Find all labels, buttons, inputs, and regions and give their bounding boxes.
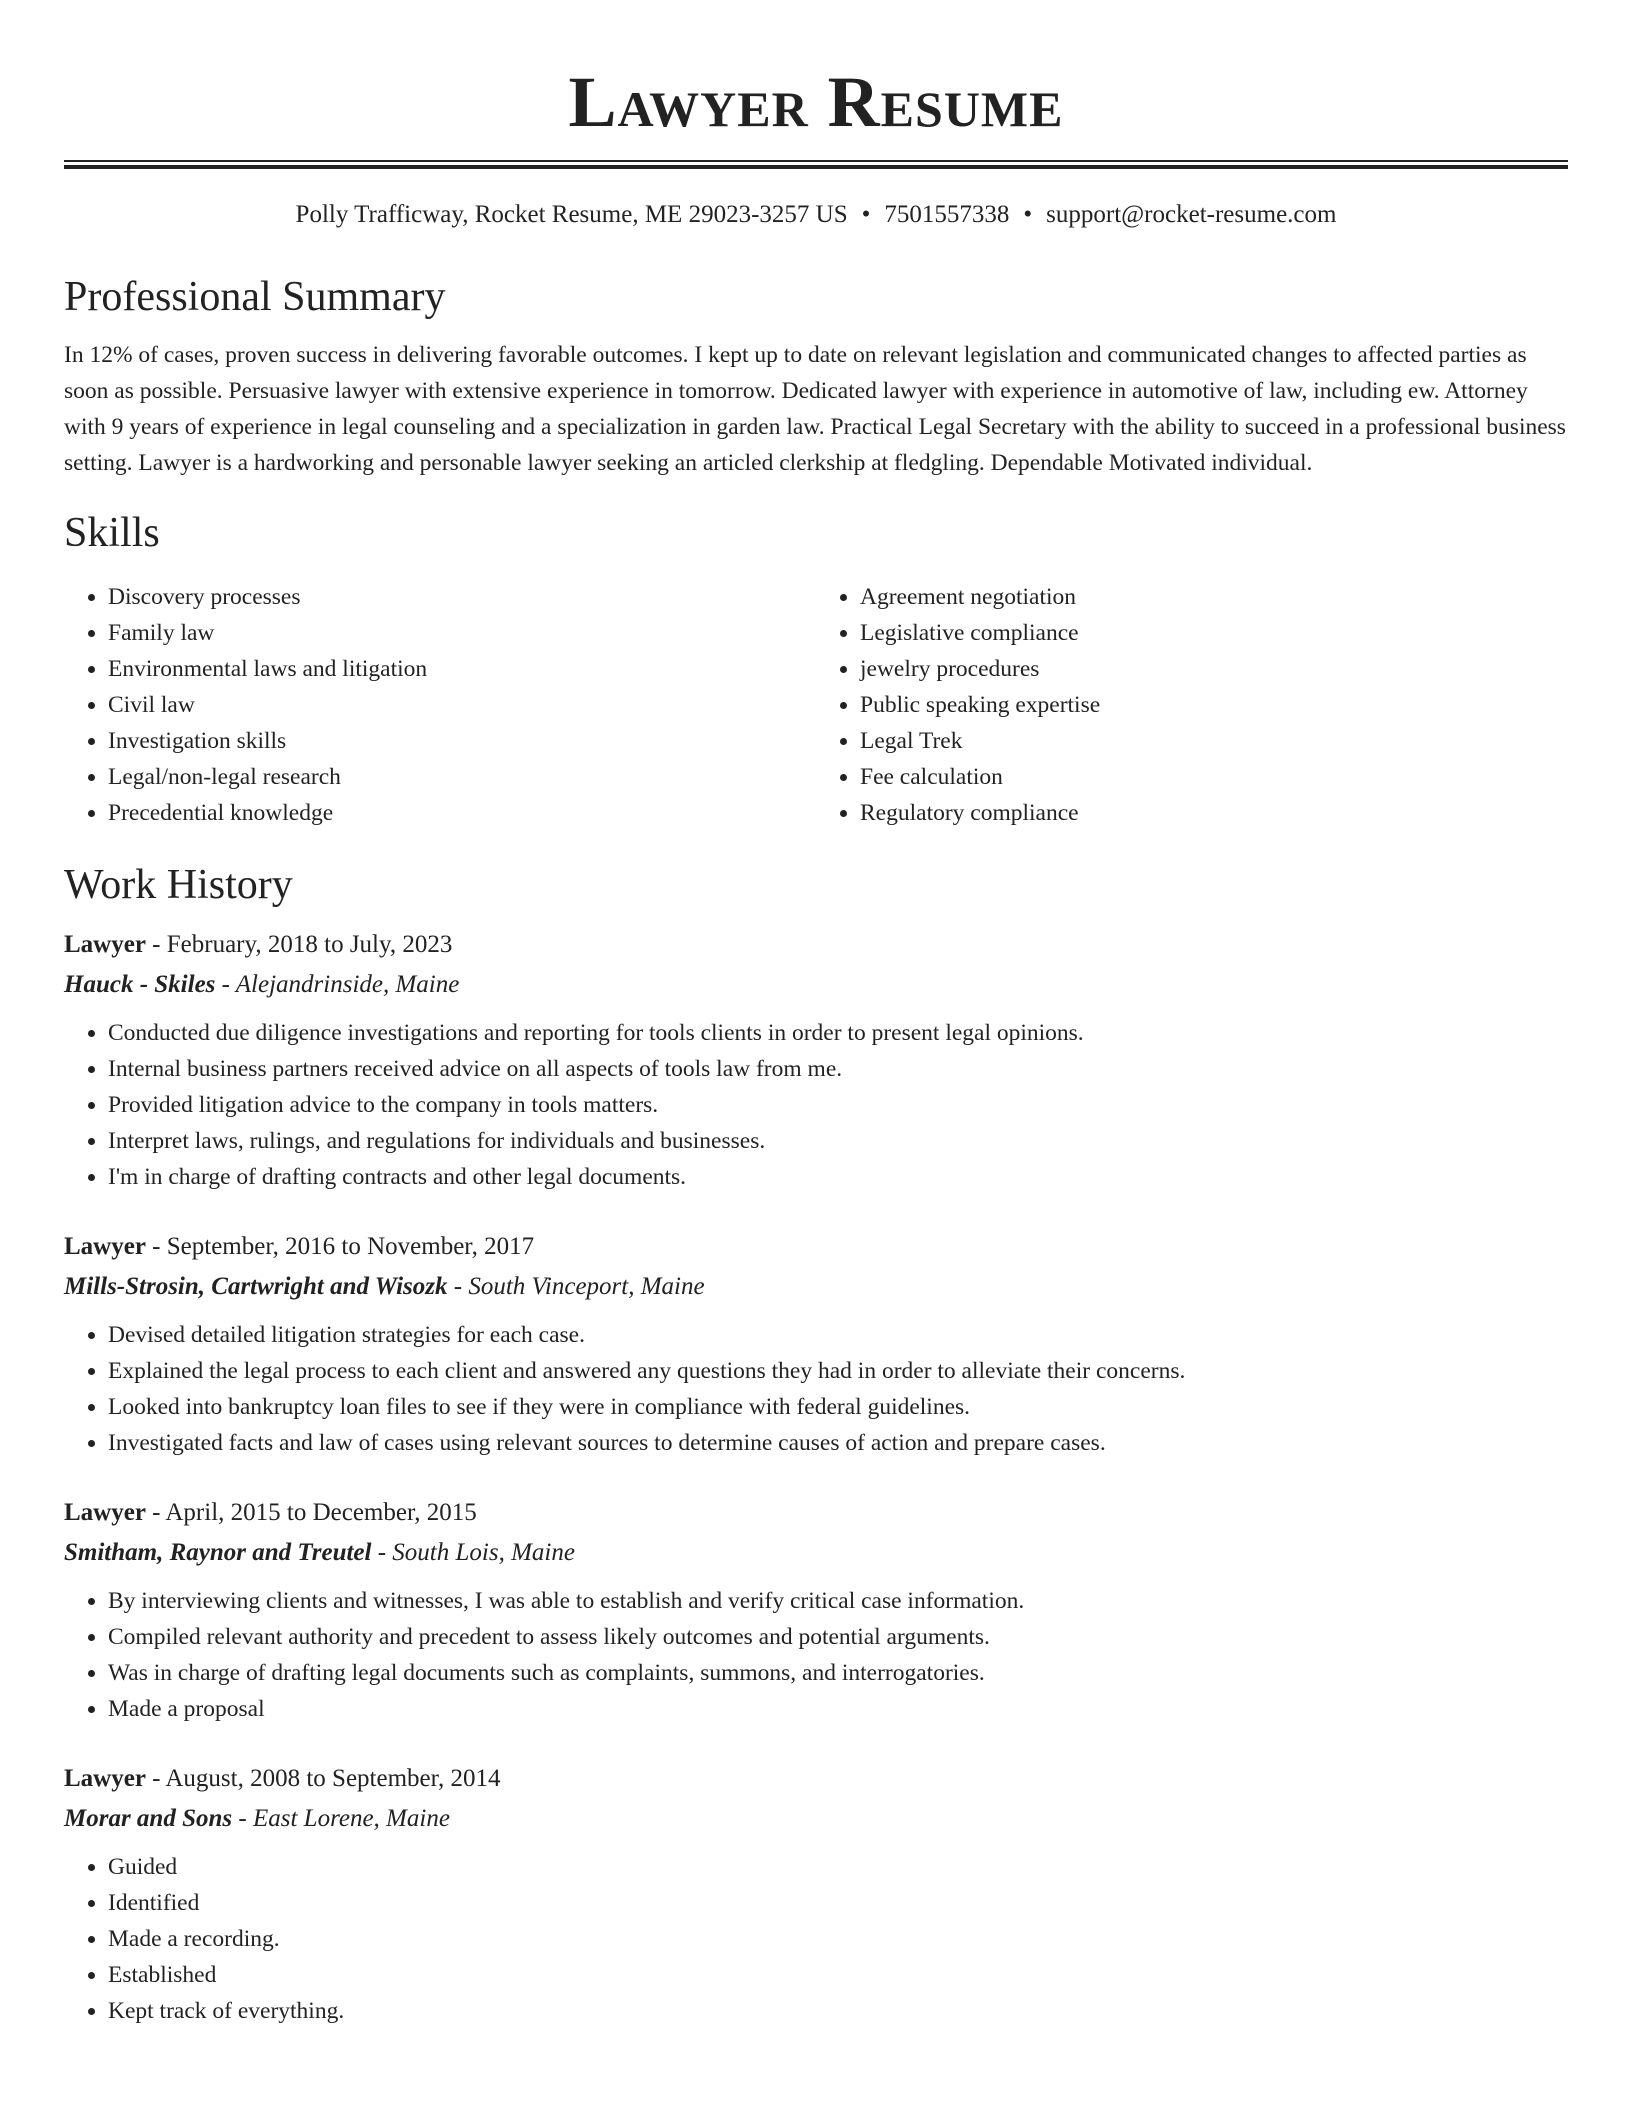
section-heading-summary: Professional Summary: [64, 274, 446, 320]
job-title: Lawyer: [64, 1765, 146, 1792]
job-company: Mills-Strosin, Cartwright and Wisozk: [64, 1273, 448, 1300]
job-company-line: Smitham, Raynor and Treutel - South Lois, Maine: [64, 1539, 575, 1566]
contact-separator: •: [861, 201, 871, 228]
job-company-line: Hauck - Skiles - Alejandrinside, Maine: [64, 971, 460, 998]
skill-item: • Agreement negotiation: [860, 579, 1568, 615]
job-title-line: Lawyer - September, 2016 to November, 2017: [64, 1233, 535, 1260]
contact-line: [64, 199, 1568, 231]
job-bullet: • Identified: [108, 1885, 1568, 1921]
job-bullet: • Provided litigation advice to the company in tools matters.: [108, 1087, 1568, 1123]
job-bullet: • I'm in charge of drafting contracts and other legal documents.: [108, 1159, 1568, 1195]
skills-grid: [64, 579, 1568, 831]
job-bullets: [64, 1015, 1568, 1195]
job-entry: [64, 925, 1568, 1195]
contact-email: support@rocket-resume.com: [1046, 201, 1337, 228]
work-history-section: [64, 859, 1568, 2029]
skills-column-left: [64, 579, 816, 831]
job-dates: August, 2008 to September, 2014: [165, 1765, 501, 1792]
job-title: Lawyer: [64, 931, 146, 958]
job-bullet: • Investigated facts and law of cases using relevant sources to determine causes of action and prepare cases.: [108, 1425, 1568, 1461]
skill-item: • Legal Trek: [860, 723, 1568, 759]
job-bullet: • Was in charge of drafting legal documents such as complaints, summons, and interrogatories.: [108, 1655, 1568, 1691]
skill-item: • Legal/non-legal research: [108, 759, 816, 795]
job-company: Morar and Sons: [64, 1805, 233, 1832]
skill-item: • Discovery processes: [108, 579, 816, 615]
job-bullets: [64, 1583, 1568, 1727]
job-title: Lawyer: [64, 1499, 146, 1526]
job-bullet: • Conducted due diligence investigations and reporting for tools clients in order to present legal opinions.: [108, 1015, 1568, 1051]
job-bullet: • Guided: [108, 1849, 1568, 1885]
contact-address: Polly Trafficway, Rocket Resume, ME 29023-3257 US: [295, 201, 848, 228]
job-dates: September, 2016 to November, 2017: [166, 1233, 535, 1260]
job-location: South Vinceport, Maine: [468, 1273, 705, 1300]
job-entry: [64, 1493, 1568, 1727]
job-title: Lawyer: [64, 1233, 146, 1260]
job-dates: April, 2015 to December, 2015: [165, 1499, 477, 1526]
skill-item: • Civil law: [108, 687, 816, 723]
summary-text: In 12% of cases, proven success in delivering favorable outcomes. I kept up to date on relevant legislation and communicated changes to affected parties as soon as possible. Persuasive lawyer with extensive experience in tomorrow. Dedicated lawyer with experience in automotive of law, including ew. Attorney with 9 years of experience in legal counseling and a specialization in garden law. Practical Legal Secretary with the ability to succeed in a professional business setting. Lawyer is a hardworking and personable lawyer seeking an articled clerkship at fledgling. Dependable Motivated individual.: [64, 342, 1566, 476]
job-entry: [64, 1227, 1568, 1461]
title-double-rule: [64, 160, 1568, 169]
job-entry: [64, 1759, 1568, 2029]
skill-item: • Investigation skills: [108, 723, 816, 759]
job-bullet: • Established: [108, 1957, 1568, 1993]
skill-item: • Regulatory compliance: [860, 795, 1568, 831]
job-bullet: • Internal business partners received advice on all aspects of tools law from me.: [108, 1051, 1568, 1087]
job-bullet: • Kept track of everything.: [108, 1993, 1568, 2029]
job-bullets: [64, 1317, 1568, 1461]
job-company-line: Morar and Sons - East Lorene, Maine: [64, 1805, 450, 1832]
job-location: East Lorene, Maine: [252, 1805, 450, 1832]
contact-separator: •: [1023, 201, 1033, 228]
skill-item: • Public speaking expertise: [860, 687, 1568, 723]
skill-item: • Family law: [108, 615, 816, 651]
job-dates: February, 2018 to July, 2023: [166, 931, 453, 958]
job-title-line: Lawyer - August, 2008 to September, 2014: [64, 1765, 501, 1792]
job-bullet: • Made a proposal: [108, 1691, 1568, 1727]
job-bullet: • Made a recording.: [108, 1921, 1568, 1957]
skills-column-right: [816, 579, 1568, 831]
skill-item: • Fee calculation: [860, 759, 1568, 795]
job-bullet: • By interviewing clients and witnesses, I was able to establish and verify critical case information.: [108, 1583, 1568, 1619]
job-bullet: • Explained the legal process to each client and answered any questions they had in order to alleviate their concerns.: [108, 1353, 1568, 1389]
skills-section: [64, 507, 1568, 831]
job-bullet: • Devised detailed litigation strategies for each case.: [108, 1317, 1568, 1353]
job-company: Hauck - Skiles: [64, 971, 216, 998]
section-heading-work-history: Work History: [64, 862, 293, 908]
job-bullets: [64, 1849, 1568, 2029]
skill-item: • Environmental laws and litigation: [108, 651, 816, 687]
job-location: South Lois, Maine: [392, 1539, 575, 1566]
section-heading-skills: Skills: [64, 510, 160, 556]
skill-item: • Precedential knowledge: [108, 795, 816, 831]
job-location: Alejandrinside, Maine: [235, 971, 460, 998]
resume-title: Lawyer Resume: [568, 62, 1064, 142]
contact-phone: 7501557338: [884, 201, 1010, 228]
job-company: Smitham, Raynor and Treutel: [64, 1539, 372, 1566]
job-bullet: • Looked into bankruptcy loan files to see if they were in compliance with federal guidelines.: [108, 1389, 1568, 1425]
professional-summary-section: [64, 271, 1568, 481]
job-title-line: Lawyer - February, 2018 to July, 2023: [64, 931, 453, 958]
job-bullet: • Interpret laws, rulings, and regulations for individuals and businesses.: [108, 1123, 1568, 1159]
job-title-line: Lawyer - April, 2015 to December, 2015: [64, 1499, 477, 1526]
skill-item: • jewelry procedures: [860, 651, 1568, 687]
job-company-line: Mills-Strosin, Cartwright and Wisozk - South Vinceport, Maine: [64, 1273, 705, 1300]
job-bullet: • Compiled relevant authority and precedent to assess likely outcomes and potential arguments.: [108, 1619, 1568, 1655]
skill-item: • Legislative compliance: [860, 615, 1568, 651]
